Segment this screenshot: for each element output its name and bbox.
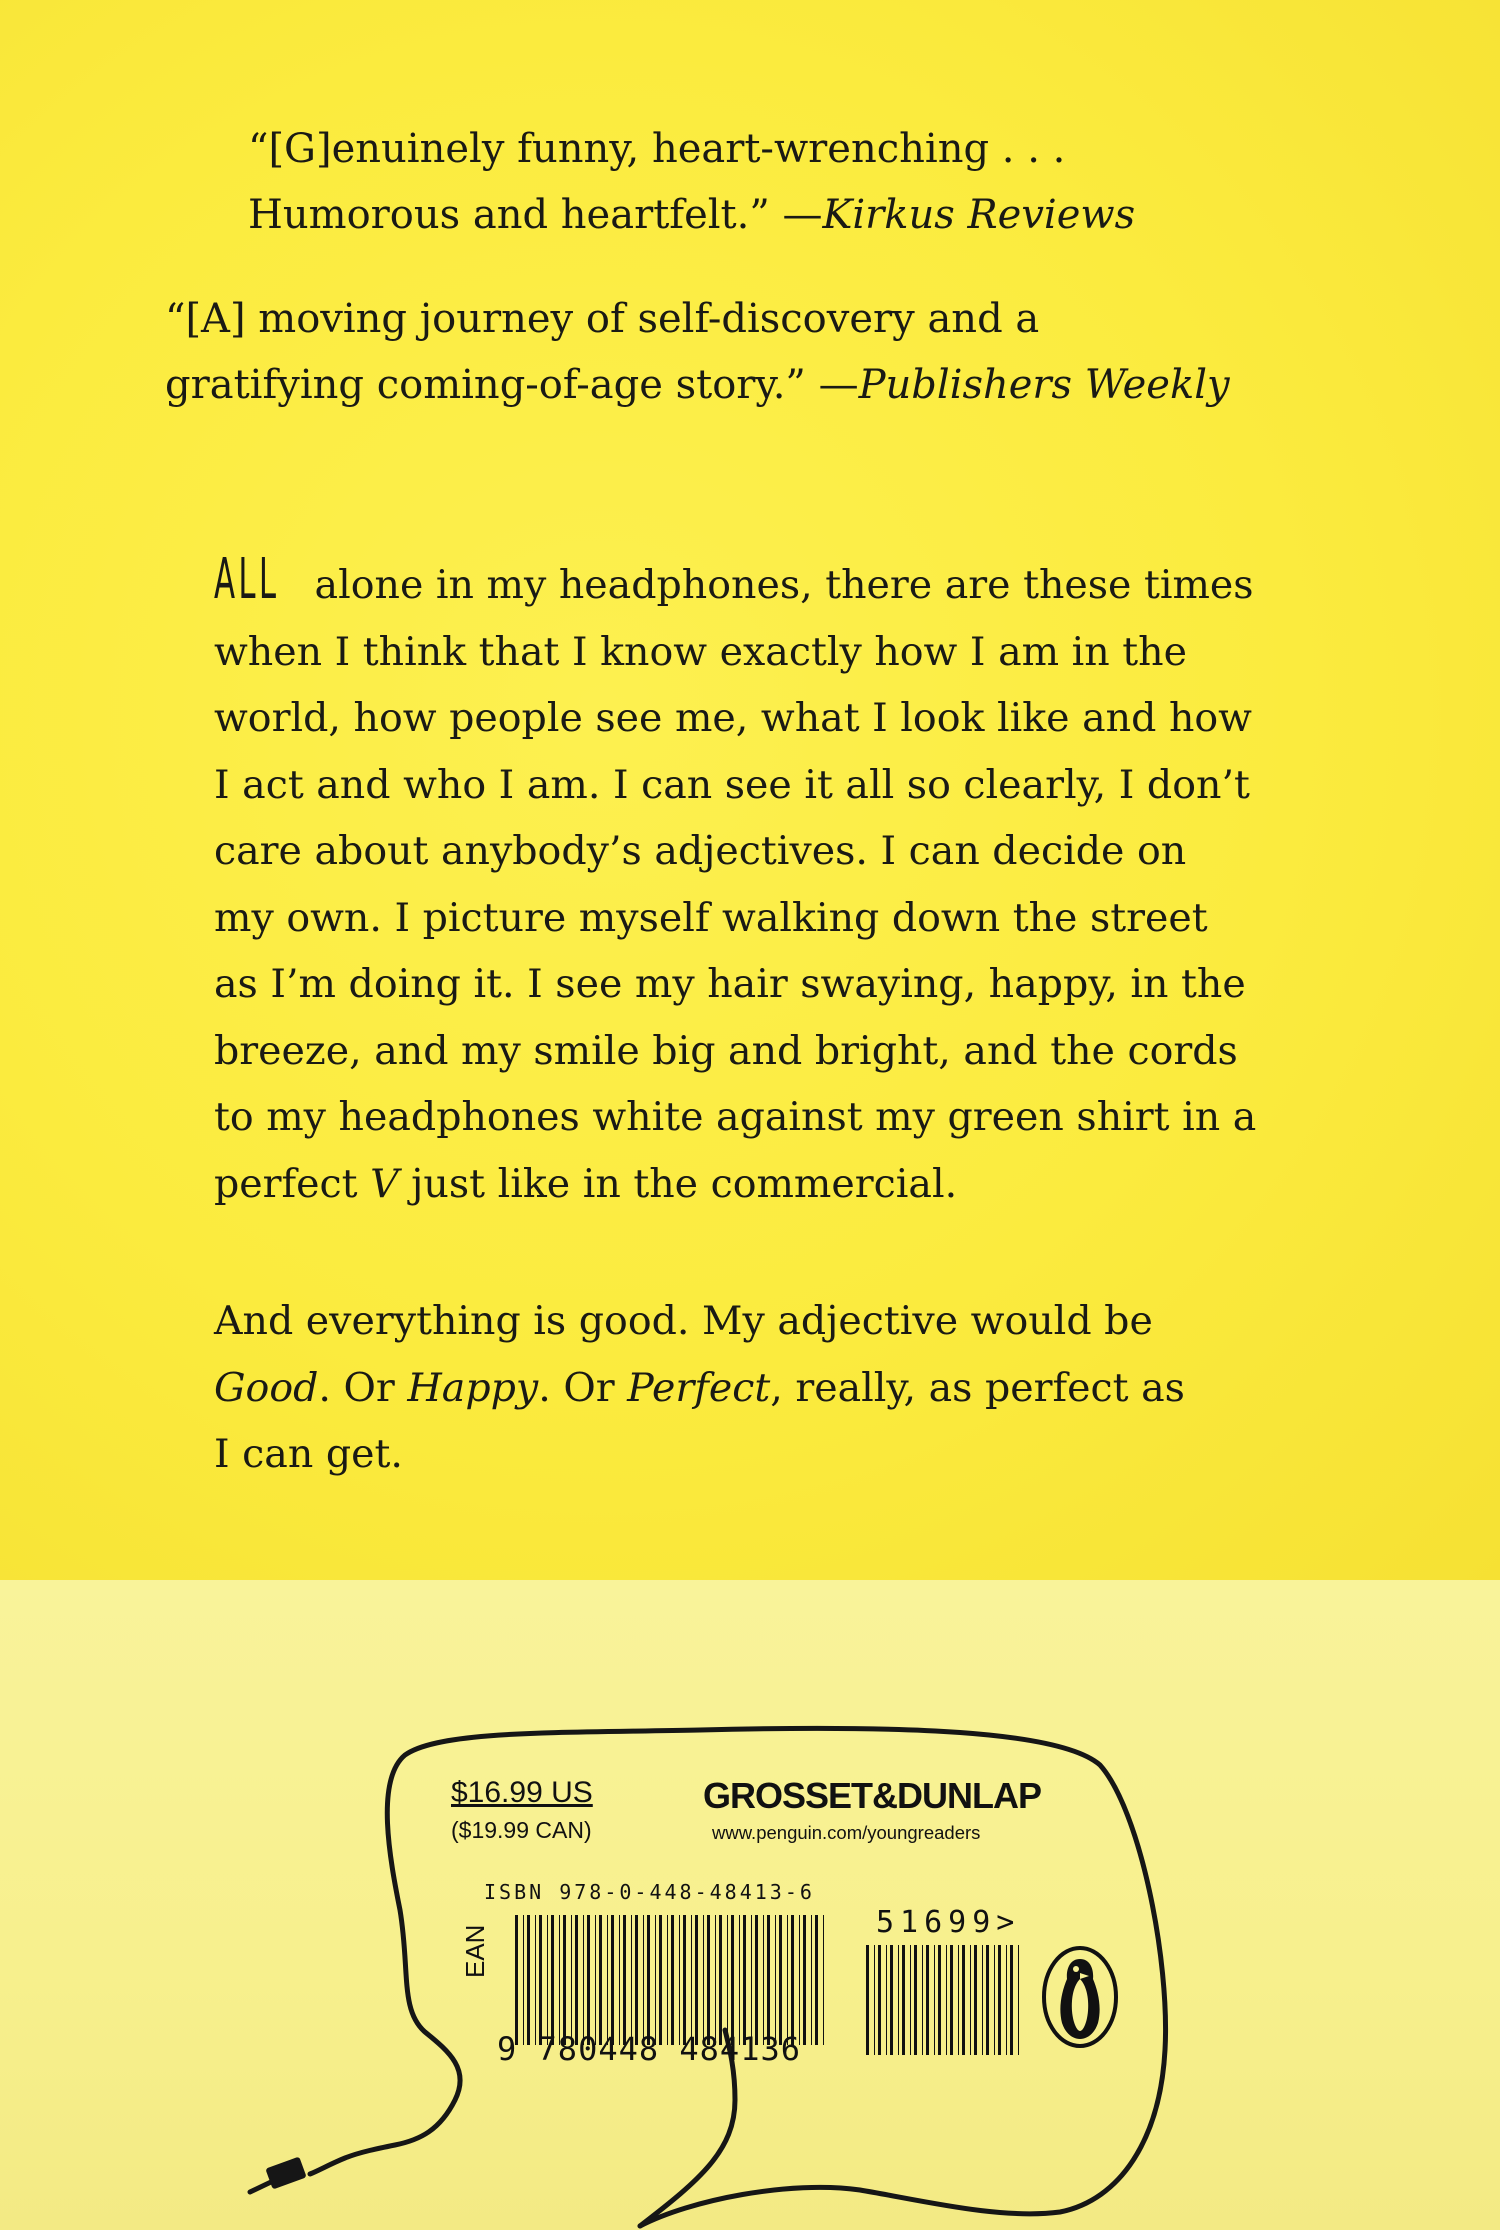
barcode-bar xyxy=(815,1915,818,2045)
excerpt-line: . Or xyxy=(318,1364,408,1411)
barcode-bar xyxy=(751,1915,752,2045)
barcode-bar xyxy=(671,1915,674,2045)
barcode-bar xyxy=(775,1915,776,2045)
barcode-bar xyxy=(787,1915,788,2045)
barcode-bar xyxy=(823,1915,824,2045)
barcode-bar xyxy=(631,1915,632,2045)
price-can: ($19.99 CAN) xyxy=(451,1817,592,1843)
barcode-bar xyxy=(611,1915,614,2045)
barcode-bar xyxy=(743,1915,746,2045)
barcode-bar xyxy=(707,1915,710,2045)
addon-barcode xyxy=(866,1945,1022,2055)
barcode-bar xyxy=(902,1945,905,2055)
barcode-bar xyxy=(635,1915,638,2045)
barcode-bar xyxy=(563,1915,566,2045)
barcode-bar xyxy=(527,1915,530,2045)
barcode-bar xyxy=(767,1915,770,2045)
excerpt-line: , really, as perfect as xyxy=(770,1364,1185,1411)
excerpt-line: I act and who I am. I can see it all so clearly, I don’t xyxy=(214,761,1250,808)
publisher-url: www.penguin.com/youngreaders xyxy=(712,1822,981,1843)
barcode-bar xyxy=(623,1915,626,2045)
excerpt-line: to my headphones white against my green shirt in a xyxy=(214,1094,1257,1140)
excerpt-italic: Happy xyxy=(407,1364,539,1411)
barcode-bar xyxy=(998,1945,1001,2055)
barcode-bar xyxy=(958,1945,959,2055)
review-quote-kirkus xyxy=(248,116,1135,248)
barcode-bar xyxy=(1018,1945,1019,2055)
excerpt-italic: Perfect xyxy=(627,1364,771,1411)
barcode-bar xyxy=(607,1915,608,2045)
excerpt-line: alone in my headphones, there are these times xyxy=(302,562,1254,608)
barcode-bar xyxy=(970,1945,971,2055)
barcode-bar xyxy=(938,1945,941,2055)
excerpt-line: breeze, and my smile big and bright, and the cords xyxy=(214,1027,1238,1074)
barcode-bar xyxy=(659,1915,662,2045)
barcode-bar xyxy=(974,1945,977,2055)
penguin-logo-icon xyxy=(1040,1945,1120,2049)
excerpt-line: care about anybody’s adjectives. I can decide on xyxy=(214,828,1187,874)
publisher-name: GROSSET&DUNLAP xyxy=(703,1775,1042,1816)
ean-barcode xyxy=(515,1915,825,2045)
excerpt-italic: V xyxy=(370,1160,399,1207)
price-us: $16.99 US xyxy=(451,1776,593,1809)
excerpt-line: perfect xyxy=(214,1160,371,1207)
isbn: ISBN 978-0-448-48413-6 xyxy=(484,1880,815,1904)
excerpt-line: And everything is good. My adjective would be xyxy=(214,1298,1153,1344)
barcode-bar xyxy=(551,1915,554,2045)
excerpt-line: I can get. xyxy=(214,1431,403,1477)
barcode-bar xyxy=(1010,1945,1013,2055)
review-quote-publishers-weekly xyxy=(165,286,1230,418)
review-source: Publishers Weekly xyxy=(858,362,1230,408)
barcode-bar xyxy=(779,1915,782,2045)
barcode-bar xyxy=(599,1915,602,2045)
barcode-bar xyxy=(1006,1945,1007,2055)
barcode-bar xyxy=(866,1945,869,2055)
excerpt-line: . Or xyxy=(538,1364,628,1411)
barcode-bar xyxy=(926,1945,929,2055)
barcode-bar xyxy=(703,1915,704,2045)
barcode-bar xyxy=(755,1915,758,2045)
barcode-bar xyxy=(643,1915,644,2045)
barcode-bar xyxy=(667,1915,668,2045)
barcode-bar xyxy=(890,1945,893,2055)
headphone-cord-icon xyxy=(0,1580,1500,2230)
barcode-bar xyxy=(934,1945,935,2055)
barcode-bar xyxy=(695,1915,698,2045)
headphone-jack xyxy=(265,2157,306,2190)
barcode-bar xyxy=(539,1915,542,2045)
barcode-bar xyxy=(679,1915,680,2045)
barcode-bar xyxy=(811,1915,812,2045)
excerpt-line: as I’m doing it. I see my hair swaying, happy, in the xyxy=(214,961,1246,1007)
barcode-bar xyxy=(719,1915,722,2045)
review-quote-line: gratifying coming-of-age story.” — xyxy=(165,362,859,408)
barcode-bar xyxy=(595,1915,596,2045)
review-quote-line: “[A] moving journey of self-discovery and a xyxy=(165,296,1040,342)
excerpt-line: just like in the commercial. xyxy=(398,1160,958,1207)
barcode-bar xyxy=(950,1945,953,2055)
barcode-bar xyxy=(683,1915,686,2045)
barcode-bar xyxy=(619,1915,620,2045)
barcode-bar xyxy=(878,1945,881,2055)
ean-label: EAN xyxy=(460,1924,490,1978)
review-source: Kirkus Reviews xyxy=(822,192,1136,238)
barcode-bar xyxy=(535,1915,536,2045)
barcode-bar xyxy=(803,1915,806,2045)
barcode-bar xyxy=(739,1915,740,2045)
barcode-bar xyxy=(886,1945,887,2055)
barcode-bar xyxy=(962,1945,965,2055)
barcode-bar xyxy=(791,1915,794,2045)
barcode-bar xyxy=(727,1915,728,2045)
barcode-bar xyxy=(874,1945,875,2055)
barcode-bar xyxy=(799,1915,800,2045)
barcode-bar xyxy=(898,1945,899,2055)
barcode-bar xyxy=(910,1945,911,2055)
barcode-bar xyxy=(647,1915,650,2045)
drop-cap: ALL xyxy=(214,547,280,612)
addon-digits: 51699> xyxy=(876,1905,1021,1940)
barcode-bar xyxy=(715,1915,716,2045)
barcode-bar xyxy=(914,1945,917,2055)
barcode-bar xyxy=(994,1945,995,2055)
barcode-bar xyxy=(547,1915,548,2045)
excerpt-line: my own. I picture myself walking down the street xyxy=(214,894,1208,941)
barcode-bar xyxy=(922,1945,923,2055)
excerpt-line: when I think that I know exactly how I am in the xyxy=(214,628,1187,675)
barcode-bar xyxy=(583,1915,584,2045)
barcode-bar xyxy=(559,1915,560,2045)
barcode-bar xyxy=(946,1945,947,2055)
ean-digits: 9 780448 484136 xyxy=(497,2030,801,2068)
barcode-bar xyxy=(571,1915,572,2045)
barcode-bar xyxy=(575,1915,578,2045)
barcode-bar xyxy=(763,1915,764,2045)
barcode-bar xyxy=(982,1945,983,2055)
barcode-bar xyxy=(655,1915,656,2045)
barcode-bar xyxy=(587,1915,590,2045)
barcode-bar xyxy=(523,1915,524,2045)
barcode-bar xyxy=(986,1945,989,2055)
barcode-bar xyxy=(691,1915,692,2045)
excerpt-italic: Good xyxy=(214,1364,319,1411)
review-quote-line: Humorous and heartfelt.” — xyxy=(248,192,823,238)
barcode-bar xyxy=(515,1915,518,2045)
barcode-bar xyxy=(731,1915,734,2045)
book-excerpt-closing xyxy=(214,1288,1324,1488)
excerpt-line: world, how people see me, what I look like and how xyxy=(214,695,1252,741)
book-excerpt xyxy=(214,547,1324,1217)
review-quote-line: “[G]enuinely funny, heart-wrenching . . . xyxy=(248,126,1066,172)
